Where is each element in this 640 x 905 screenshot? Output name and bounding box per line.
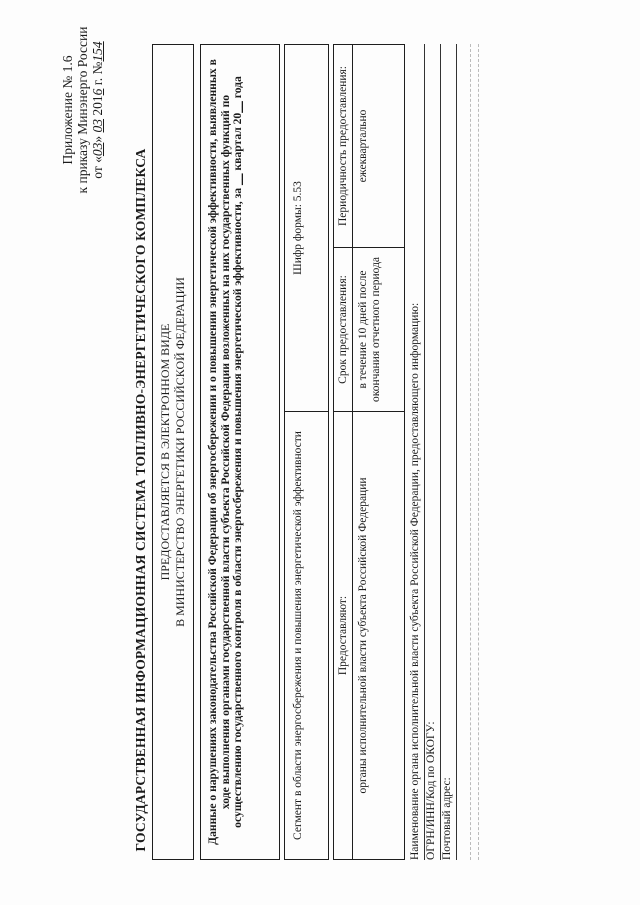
ogrn-field: ОГРН/ИНН/Код по ОКОГУ:: [424, 44, 441, 860]
year-blank: __: [231, 101, 245, 113]
org-name-field: Наименование органа исполнительной власти субъекта Российской Федерации, предоставляющего информацию:: [408, 44, 425, 860]
quarter-blank: __: [231, 173, 245, 186]
date-sep2: 201: [90, 95, 105, 119]
reporting-table: [333, 44, 405, 860]
scan-divider-line: [478, 44, 479, 860]
main-title: ГОСУДАРСТВЕННАЯ ИНФОРМАЦИОННАЯ СИСТЕМА ТОПЛИВНО-ЭНЕРГЕТИЧЕСКОГО КОМПЛЕКСА: [133, 148, 148, 852]
providers-header: Предоставляют:: [334, 412, 353, 859]
periodicity-value: ежеквартально: [357, 109, 369, 183]
deadline-value: в течение 10 дней после окончания отчетного периода: [357, 256, 382, 403]
submission-line-1: ПРЕДОСТАВЛЯЕТСЯ В ЭЛЕКТРОННОМ ВИДЕ: [158, 323, 172, 581]
date-day: 03: [90, 142, 105, 157]
appendix-order: к приказу Минэнерго России: [75, 26, 90, 194]
form-description: Данные о нарушениях законодательства Российской Федерации об энергосбережении и о повышении энергетической эффективности, выявленных в ходе выполнения органами государственной власти субъекта Российской Федерации возложенных на них государственных функций по осуществлению государственного контроля в области энергосбережения и повышения энергетической эффективности, за: [206, 59, 245, 845]
periodicity-header: Периодичность предоставления:: [334, 45, 353, 247]
date-prefix: от «: [90, 156, 105, 179]
segment-label: Сегмент в области энергосбережения и повышения энергетической эффективности: [285, 411, 328, 859]
providers-value: органы исполнительной власти субъекта Российской Федерации: [357, 477, 369, 794]
periodicity-column: [334, 45, 404, 247]
date-sep1: »: [90, 132, 105, 143]
deadline-header: Срок предоставления:: [334, 248, 353, 411]
date-month: 03: [90, 118, 105, 133]
form-code: Шифр формы: 5.53: [292, 181, 304, 275]
quarter-word: квартал 20: [231, 112, 245, 171]
postal-address-field: Почтовый адрес:: [440, 44, 457, 860]
date-sep3: г. №: [90, 61, 105, 89]
year-word: года: [231, 76, 245, 99]
appendix-header: [60, 15, 105, 205]
submission-line-2: В МИНИСТЕРСТВО ЭНЕРГЕТИКИ РОССИЙСКОЙ ФЕДЕРАЦИИ: [173, 277, 187, 627]
form-description-box: [200, 44, 280, 860]
scan-divider-line: [470, 44, 471, 860]
deadline-column: [334, 247, 404, 411]
order-number: 154: [90, 41, 105, 62]
providers-column: [334, 411, 404, 859]
date-year-digit: 6: [90, 88, 105, 96]
appendix-date-line: [90, 15, 105, 205]
segment-box: [284, 44, 329, 860]
appendix-number: Приложение № 1.6: [60, 55, 75, 165]
submission-notice-box: [152, 44, 194, 860]
